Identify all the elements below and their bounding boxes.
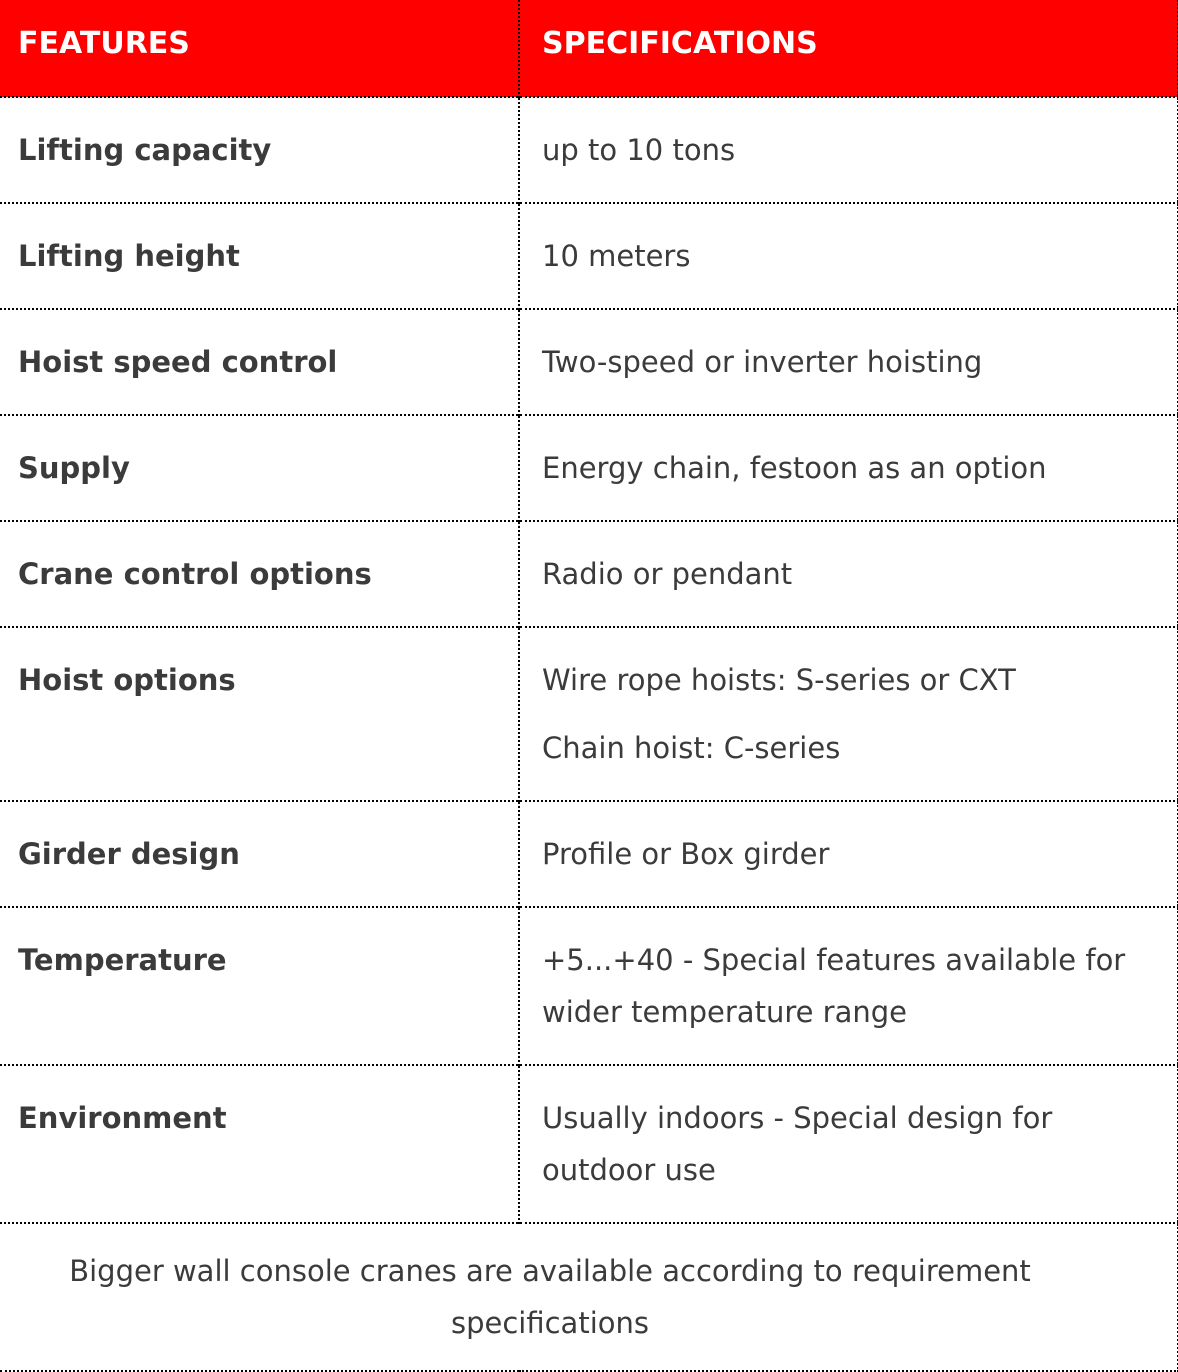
- spec-cell: [519, 309, 1178, 415]
- feature-label: Supply: [18, 451, 130, 485]
- table-body: [0, 97, 1178, 1371]
- table-row-hoist-speed-control: [0, 309, 1178, 415]
- spec-text: Two-speed or inverter hoisting: [542, 345, 983, 379]
- table-row-lifting-capacity: [0, 97, 1178, 203]
- spec-text: Radio or pendant: [542, 557, 793, 591]
- header-row: [0, 0, 1178, 97]
- spec-text: Chain hoist: C-series: [542, 731, 841, 765]
- spec-cell: [519, 801, 1178, 907]
- feature-label: Girder design: [18, 837, 240, 871]
- spec-text: Energy chain, festoon as an option: [542, 451, 1047, 485]
- spec-text: Profile or Box girder: [542, 837, 830, 871]
- footer-note-cell: [0, 1223, 1178, 1371]
- table-row-lifting-height: [0, 203, 1178, 309]
- feature-cell: [0, 415, 519, 521]
- spec-cell: [519, 1065, 1178, 1223]
- footer-note-text: Bigger wall console cranes are available according to requirement specifications: [69, 1254, 1031, 1340]
- spec-cell: [519, 627, 1178, 801]
- spec-text: +5...+40 - Special features available for wider temperature range: [542, 943, 1126, 1029]
- feature-cell: [0, 309, 519, 415]
- table-footer-row: [0, 1223, 1178, 1371]
- spec-cell: [519, 907, 1178, 1065]
- feature-label: Lifting capacity: [18, 133, 272, 167]
- spec-text: 10 meters: [542, 239, 691, 273]
- feature-cell: [0, 907, 519, 1065]
- feature-label: Environment: [18, 1101, 227, 1135]
- feature-cell: [0, 627, 519, 801]
- table-row-crane-control-options: [0, 521, 1178, 627]
- feature-cell: [0, 97, 519, 203]
- spec-cell: [519, 415, 1178, 521]
- spec-cell: [519, 97, 1178, 203]
- feature-label: Hoist speed control: [18, 345, 338, 379]
- table-row-environment: [0, 1065, 1178, 1223]
- table-row-temperature: [0, 907, 1178, 1065]
- spec-text: Wire rope hoists: S-series or CXT: [542, 663, 1016, 697]
- table-row-hoist-options: [0, 627, 1178, 801]
- spec-cell: [519, 521, 1178, 627]
- spec-text: Usually indoors - Special design for outdoor use: [542, 1101, 1053, 1187]
- table-header: [0, 0, 1178, 97]
- feature-cell: [0, 801, 519, 907]
- specifications-header-cell: SPECIFICATIONS: [519, 0, 1178, 97]
- spec-cell: [519, 203, 1178, 309]
- feature-label: Lifting height: [18, 239, 240, 273]
- feature-label: Crane control options: [18, 557, 372, 591]
- feature-cell: [0, 203, 519, 309]
- table-row-supply: [0, 415, 1178, 521]
- feature-cell: [0, 1065, 519, 1223]
- table-row-girder-design: [0, 801, 1178, 907]
- feature-label: Hoist options: [18, 663, 236, 697]
- feature-label: Temperature: [18, 943, 227, 977]
- spec-text: up to 10 tons: [542, 133, 736, 167]
- features-header-cell: FEATURES: [0, 0, 519, 97]
- feature-cell: [0, 521, 519, 627]
